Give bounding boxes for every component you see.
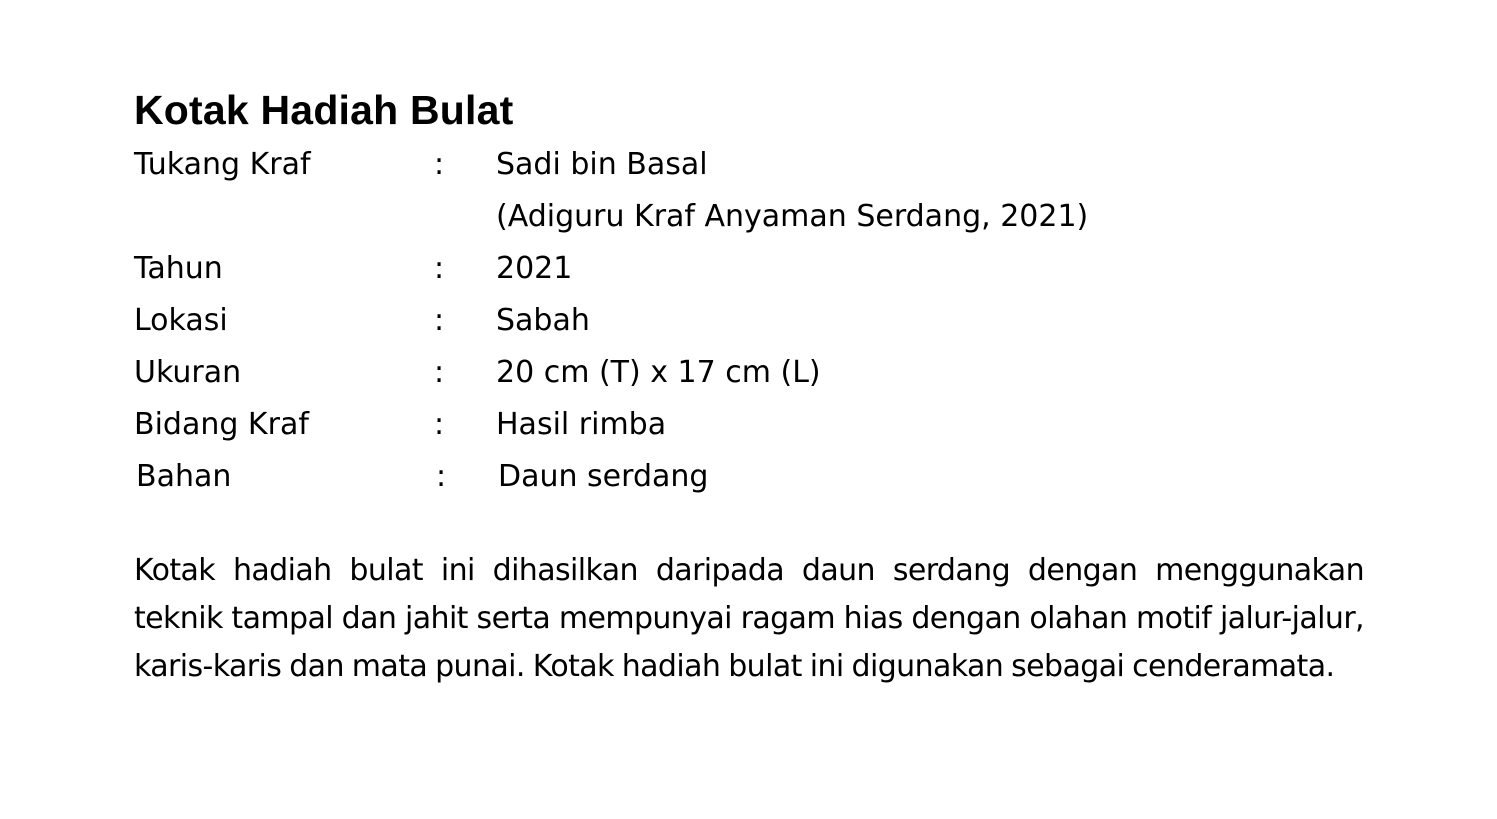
page-title: Kotak Hadiah Bulat bbox=[134, 87, 514, 133]
field-value: Sadi bin Basal bbox=[496, 147, 708, 182]
details-list bbox=[134, 139, 1364, 503]
field-label: Ukuran bbox=[134, 355, 242, 390]
field-separator: : bbox=[434, 407, 445, 442]
field-label: Tukang Kraf bbox=[134, 147, 311, 182]
field-tukang-kraf bbox=[134, 139, 1364, 191]
field-separator: : bbox=[434, 303, 445, 338]
field-separator: : bbox=[434, 147, 445, 182]
field-value: Daun serdang bbox=[498, 459, 709, 494]
field-lokasi bbox=[134, 295, 1364, 347]
field-value: 20 cm (T) x 17 cm (L) bbox=[496, 355, 821, 390]
description-paragraph: Kotak hadiah bulat ini dihasilkan daripada daun serdang dengan menggunakan teknik tampal dan jahit serta mempunyai ragam hias dengan olahan motif jalur-jalur, karis-karis dan mata punai. Kotak hadiah bulat ini digunakan sebagai cenderamata. bbox=[134, 553, 1364, 684]
field-ukuran bbox=[134, 347, 1364, 399]
field-label: Lokasi bbox=[134, 303, 228, 338]
field-separator: : bbox=[434, 355, 445, 390]
field-value: 2021 bbox=[496, 251, 573, 286]
field-label: Bahan bbox=[136, 459, 232, 494]
field-label: Tahun bbox=[134, 251, 223, 286]
document-page bbox=[134, 82, 1364, 691]
field-tukang-kraf-line2 bbox=[134, 191, 1364, 243]
field-tahun bbox=[134, 243, 1364, 295]
field-value: Sabah bbox=[496, 303, 590, 338]
field-value-continuation: (Adiguru Kraf Anyaman Serdang, 2021) bbox=[496, 199, 1089, 234]
field-separator: : bbox=[434, 251, 445, 286]
field-bahan bbox=[134, 451, 1364, 503]
field-separator: : bbox=[436, 459, 447, 494]
field-label: Bidang Kraf bbox=[134, 407, 309, 442]
field-value: Hasil rimba bbox=[496, 407, 667, 442]
field-bidang-kraf bbox=[134, 399, 1364, 451]
